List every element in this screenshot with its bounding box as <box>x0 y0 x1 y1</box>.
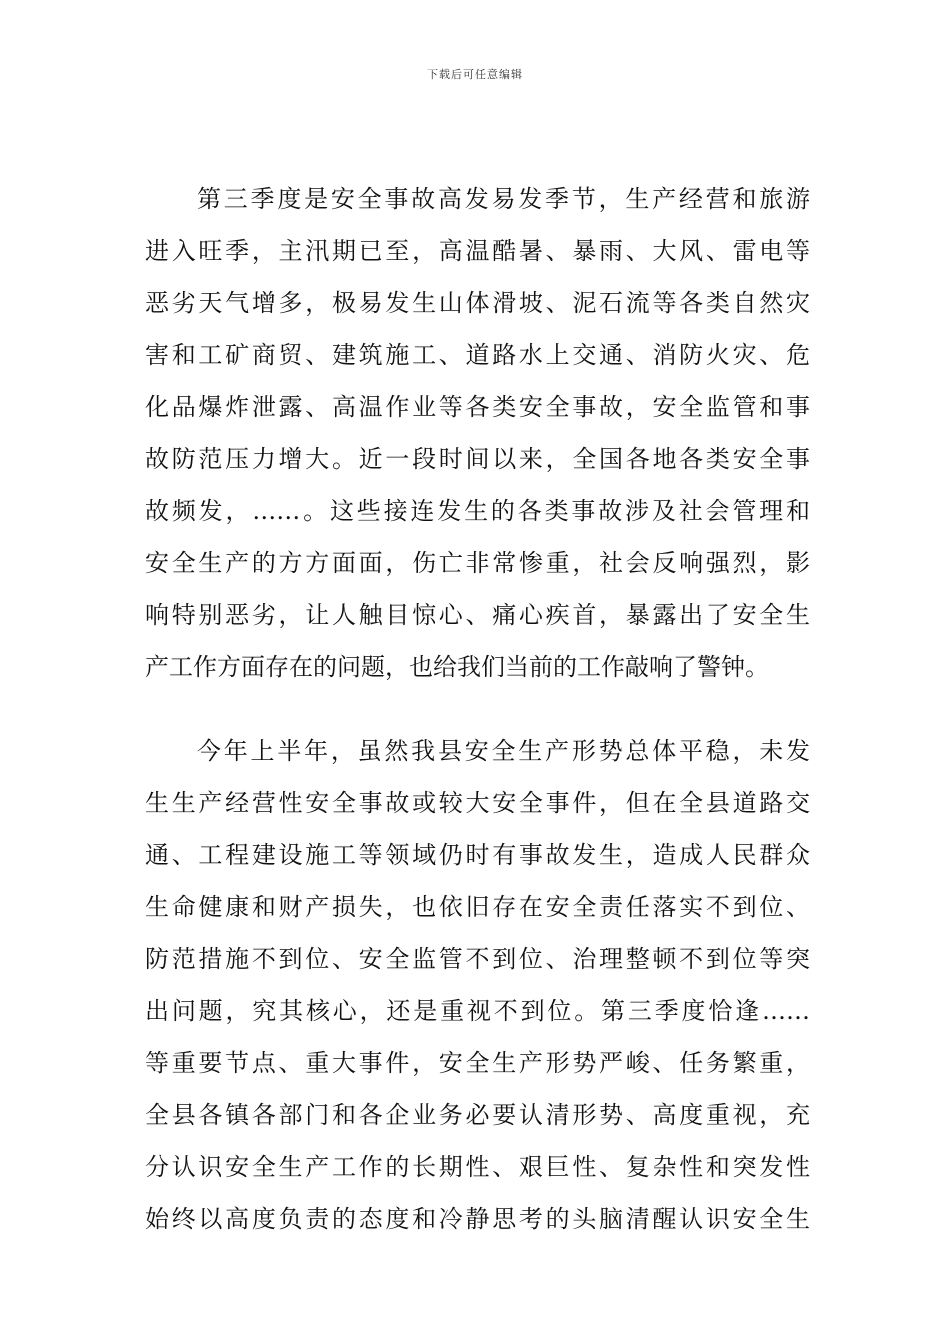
paragraph-line: 害和工矿商贸、建筑施工、道路水上交通、消防火灾、危 <box>145 341 810 369</box>
paragraph-line: 安全生产的方方面面，伤亡非常惨重，社会反响强烈，影 <box>145 549 810 577</box>
paragraph-line: 生命健康和财产损失，也依旧存在安全责任落实不到位、 <box>145 893 810 921</box>
paragraph-line: 今年上半年，虽然我县安全生产形势总体平稳，未发 <box>197 737 810 765</box>
paragraph-line: 始终以高度负责的态度和冷静思考的头脑清醒认识安全生 <box>145 1205 810 1233</box>
paragraph-line: 防范措施不到位、安全监管不到位、治理整顿不到位等突 <box>145 945 810 973</box>
paragraph-line: 全县各镇各部门和各企业务必要认清形势、高度重视，充 <box>145 1101 810 1129</box>
paragraph-1 <box>145 173 810 693</box>
paragraph-2 <box>145 725 810 1245</box>
paragraph-line: 分认识安全生产工作的长期性、艰巨性、复杂性和突发性 <box>145 1153 810 1181</box>
paragraph-line: 产工作方面存在的问题，也给我们当前的工作敲响了警钟。 <box>145 653 769 681</box>
paragraph-line: 生生产经营性安全事故或较大安全事件，但在全县道路交 <box>145 789 810 817</box>
paragraph-line: 故防范压力增大。近一段时间以来，全国各地各类安全事 <box>145 445 810 473</box>
paragraph-line: 恶劣天气增多，极易发生山体滑坡、泥石流等各类自然灾 <box>145 289 810 317</box>
paragraph-line: 第三季度是安全事故高发易发季节，生产经营和旅游 <box>197 185 810 213</box>
paragraph-line: 进入旺季，主汛期已至，高温酷暑、暴雨、大风、雷电等 <box>145 237 810 265</box>
header-note: 下载后可任意编辑 <box>427 68 523 81</box>
paragraph-line: 故频发，……。这些接连发生的各类事故涉及社会管理和 <box>145 497 810 525</box>
paragraph-line: 出问题，究其核心，还是重视不到位。第三季度恰逢…… <box>145 997 810 1025</box>
paragraph-line: 通、工程建设施工等领域仍时有事故发生，造成人民群众 <box>145 841 810 869</box>
paragraph-line: 等重要节点、重大事件，安全生产形势严峻、任务繁重， <box>145 1049 810 1077</box>
paragraph-line: 化品爆炸泄露、高温作业等各类安全事故，安全监管和事 <box>145 393 810 421</box>
paragraph-line: 响特别恶劣，让人触目惊心、痛心疾首，暴露出了安全生 <box>145 601 810 629</box>
